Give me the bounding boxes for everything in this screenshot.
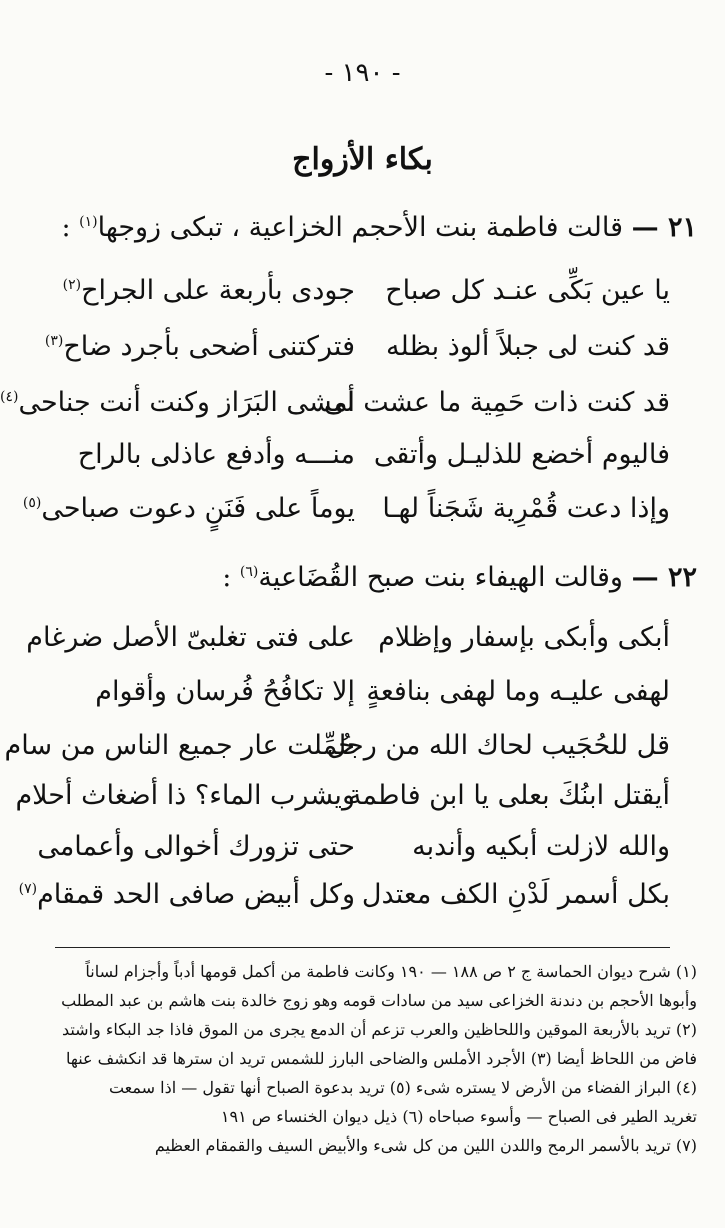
verse-first-hemistich: بكل أسمر لَدْنِ الكف معتدل <box>361 879 670 910</box>
hemistich-text: على فتى تغلبىّ الأصل ضرغام <box>26 622 355 653</box>
verse-first-hemistich: لهفى عليـه وما لهفى بنافعةٍ <box>366 676 670 707</box>
verse-line <box>0 730 725 786</box>
hemistich-text: ويشرب الماء؟ ذا أضغاث أحلام <box>15 780 355 811</box>
hemistich-text: يوماً على فَنَنٍ دعوت صباحى <box>41 493 355 524</box>
verse-line <box>0 493 725 549</box>
verse-second-hemistich <box>35 831 355 862</box>
footnote-line: (١) شرح ديوان الحماسة ج ٢ ص ١٨٨ — ١٩٠ وكانت فاطمة من أكمل قومها أدباً وأجزام لساناً <box>85 962 697 981</box>
footnote-ref: (٧) <box>18 881 38 897</box>
footnote-ref: (٤) <box>0 389 19 405</box>
poem-number: ٢١ — <box>631 212 697 243</box>
footnote-line: (٢) تريد بالأربعة الموقين واللحاظين والعرب تزعم أن الدمع يجرى من الموق فاذا جد البكاء واشتد <box>61 1020 697 1039</box>
poem-intro-end: : <box>222 562 240 593</box>
footnote-ref: (٦) <box>239 564 259 580</box>
footnote-line: (٧) تريد بالأسمر الرمح واللدن اللين من كل شىء والأبيض السيف والقمقام العظيم <box>154 1136 697 1155</box>
verse-second-hemistich <box>18 879 355 910</box>
hemistich-text: فتركتنى أضحى بأجرد ضاح <box>63 331 355 362</box>
poem-number: ٢٢ — <box>631 562 697 593</box>
verse-second-hemistich <box>35 676 355 707</box>
verse-second-hemistich <box>35 275 355 306</box>
verse-second-hemistich <box>35 439 355 470</box>
verse-first-hemistich: قل للحُجَيب لحاك الله من رجل <box>326 730 670 761</box>
footnote-divider <box>55 947 670 948</box>
verse-line <box>0 879 725 935</box>
page-number: - ١٩٠ - <box>324 58 401 88</box>
poem-intro-end: : <box>61 212 80 243</box>
verse-second-hemistich <box>15 780 355 811</box>
hemistich-text: حتى تزورك أخوالى وأعمامى <box>37 831 355 862</box>
verse-line <box>0 439 725 495</box>
hemistich-text: إلا تكافُحُ فُرسان وأقوام <box>95 676 355 707</box>
verse-line <box>0 331 725 387</box>
footnote-ref: (٣) <box>44 333 64 349</box>
verse-first-hemistich: فاليوم أخضع للذليـل وأتقى <box>373 439 670 470</box>
verse-line <box>0 780 725 836</box>
poem-intro-text: وقالت الهيفاء بنت صبح القُضَاعية <box>258 562 623 593</box>
hemistich-text: حُمِّلت عار جميع الناس من سام <box>4 730 355 761</box>
poem-intro-text: قالت فاطمة بنت الأحجم الخزاعية ، تبكى زوجها <box>97 212 623 243</box>
poem-intro <box>17 212 697 243</box>
verse-first-hemistich: وإذا دعت قُمْرِية شَجَناً لهـا <box>382 493 670 524</box>
footnote-line: تغريد الطير فى الصباح — وأسوء صباحاه (٦) ذيل ديوان الخنساء ص ١٩١ <box>220 1107 697 1126</box>
hemistich-text: جودى بأربعة على الجراح <box>81 275 355 306</box>
footnote-line: فاض من اللحاظ أيضا (٣) الأجرد الأملس والضاحى البارز للشمس تريد ان سترها قد انكشف عنها <box>65 1049 697 1068</box>
verse-second-hemistich <box>4 730 355 761</box>
footnote-ref: (٢) <box>62 277 82 293</box>
verse-line <box>0 387 725 443</box>
verse-line <box>0 622 725 678</box>
section-heading: بكاء الأزواج <box>292 142 433 177</box>
footnote-line: وأبوها الأحجم بن دندنة الخزاعى سيد من سادات قومه وهو زوج خالدة بنت هاشم بن عبد المطلب <box>61 991 697 1010</box>
verse-first-hemistich: يا عين بَكِّى عنـد كل صباح <box>385 275 670 306</box>
hemistich-text: منـــه وأدفع عاذلى بالراح <box>77 439 355 470</box>
verse-first-hemistich: والله لازلت أبكيه وأندبه <box>412 831 670 862</box>
hemistich-text: وكل أبيض صافى الحد قمقام <box>37 879 355 910</box>
verse-second-hemistich <box>26 622 355 653</box>
footnote-ref: (٥) <box>22 495 42 511</box>
verse-first-hemistich: قد كنت ذات حَمِية ما عشت لى <box>323 387 670 418</box>
verse-first-hemistich: أبكى وأبكى بإسفار وإظلام <box>378 622 670 653</box>
verse-line <box>0 275 725 331</box>
hemistich-text: أمشى البَرَاز وكنت أنت جناحى <box>18 387 355 418</box>
footnote-line: (٤) البراز الفضاء من الأرض لا يستره شىء (٥) تريد بدعوة الصباح أنها تقول — اذا سمعت <box>108 1078 697 1097</box>
verse-line <box>0 676 725 732</box>
verse-first-hemistich: قد كنت لى جبلاً ألوذ بظله <box>386 331 670 362</box>
poem-intro <box>17 562 697 593</box>
footnote-ref: (١) <box>79 214 98 230</box>
verse-second-hemistich <box>35 331 355 362</box>
verse-second-hemistich <box>22 493 355 524</box>
verse-second-hemistich <box>0 387 355 418</box>
verse-first-hemistich: أيقتل ابنُكَ بعلى يا ابن فاطمة <box>347 780 670 811</box>
